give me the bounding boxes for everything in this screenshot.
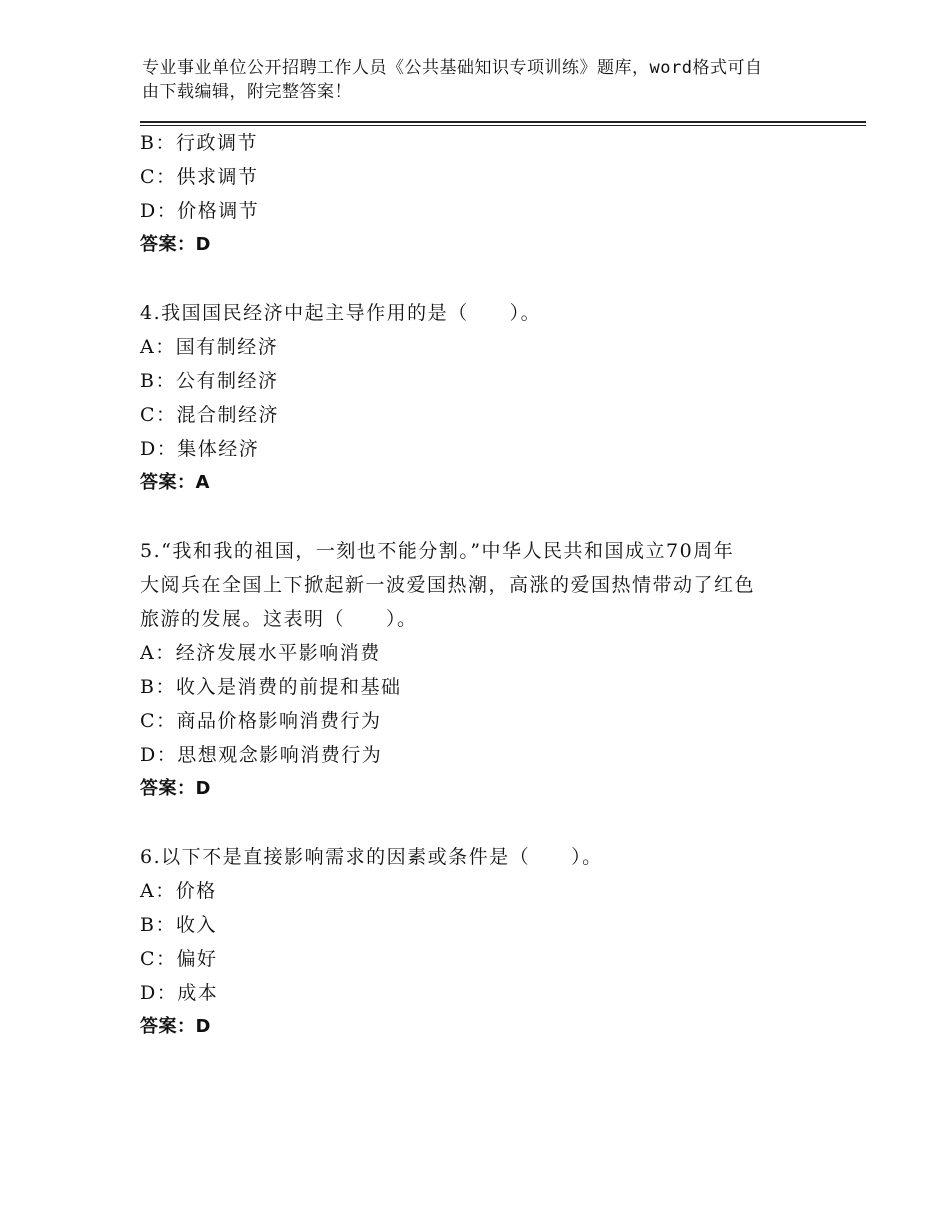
spacer [140, 262, 820, 296]
option-d: D：集体经济 [140, 438, 260, 460]
header-line-2: 由下载编辑，附完整答案！ [142, 82, 352, 102]
option-b: B：收入是消费的前提和基础 [140, 676, 402, 698]
answer: 答案：A [140, 472, 210, 493]
option-b: B：行政调节 [140, 132, 258, 154]
option-c: C：混合制经济 [140, 404, 280, 426]
partial-question [140, 126, 820, 262]
option-d: D：思想观念影响消费行为 [140, 744, 383, 766]
option-a: A：国有制经济 [140, 336, 279, 358]
question-stem-line-3: 旅游的发展。这表明（ ）。 [140, 608, 418, 630]
option-c: C：供求调节 [140, 166, 259, 188]
question-5 [140, 534, 820, 806]
spacer [140, 806, 820, 840]
answer: 答案：D [140, 1016, 211, 1037]
question-stem-line-2: 大阅兵在全国上下掀起新一波爱国热潮，高涨的爱国热情带动了红色 [140, 574, 756, 596]
question-stem: 4.我国国民经济中起主导作用的是（ ）。 [140, 302, 542, 324]
header-rule-thick [140, 121, 866, 123]
option-c: C：商品价格影响消费行为 [140, 710, 382, 732]
question-6 [140, 840, 820, 1044]
document-header [142, 56, 822, 104]
option-a: A：经济发展水平影响消费 [140, 642, 381, 664]
answer: 答案：D [140, 234, 211, 255]
option-b: B：收入 [140, 914, 217, 936]
option-d: D：成本 [140, 982, 219, 1004]
option-d: D：价格调节 [140, 200, 260, 222]
question-stem-line-1: 5.“我和我的祖国，一刻也不能分割。”中华人民共和国成立70周年 [140, 540, 735, 562]
spacer [140, 500, 820, 534]
question-stem: 6.以下不是直接影响需求的因素或条件是（ ）。 [140, 846, 603, 868]
question-4 [140, 296, 820, 500]
header-line-1: 专业事业单位公开招聘工作人员《公共基础知识专项训练》题库，word格式可自 [142, 58, 763, 78]
answer: 答案：D [140, 778, 211, 799]
question-content [140, 126, 820, 1044]
option-c: C：偏好 [140, 948, 218, 970]
option-a: A：价格 [140, 880, 217, 902]
option-b: B：公有制经济 [140, 370, 279, 392]
